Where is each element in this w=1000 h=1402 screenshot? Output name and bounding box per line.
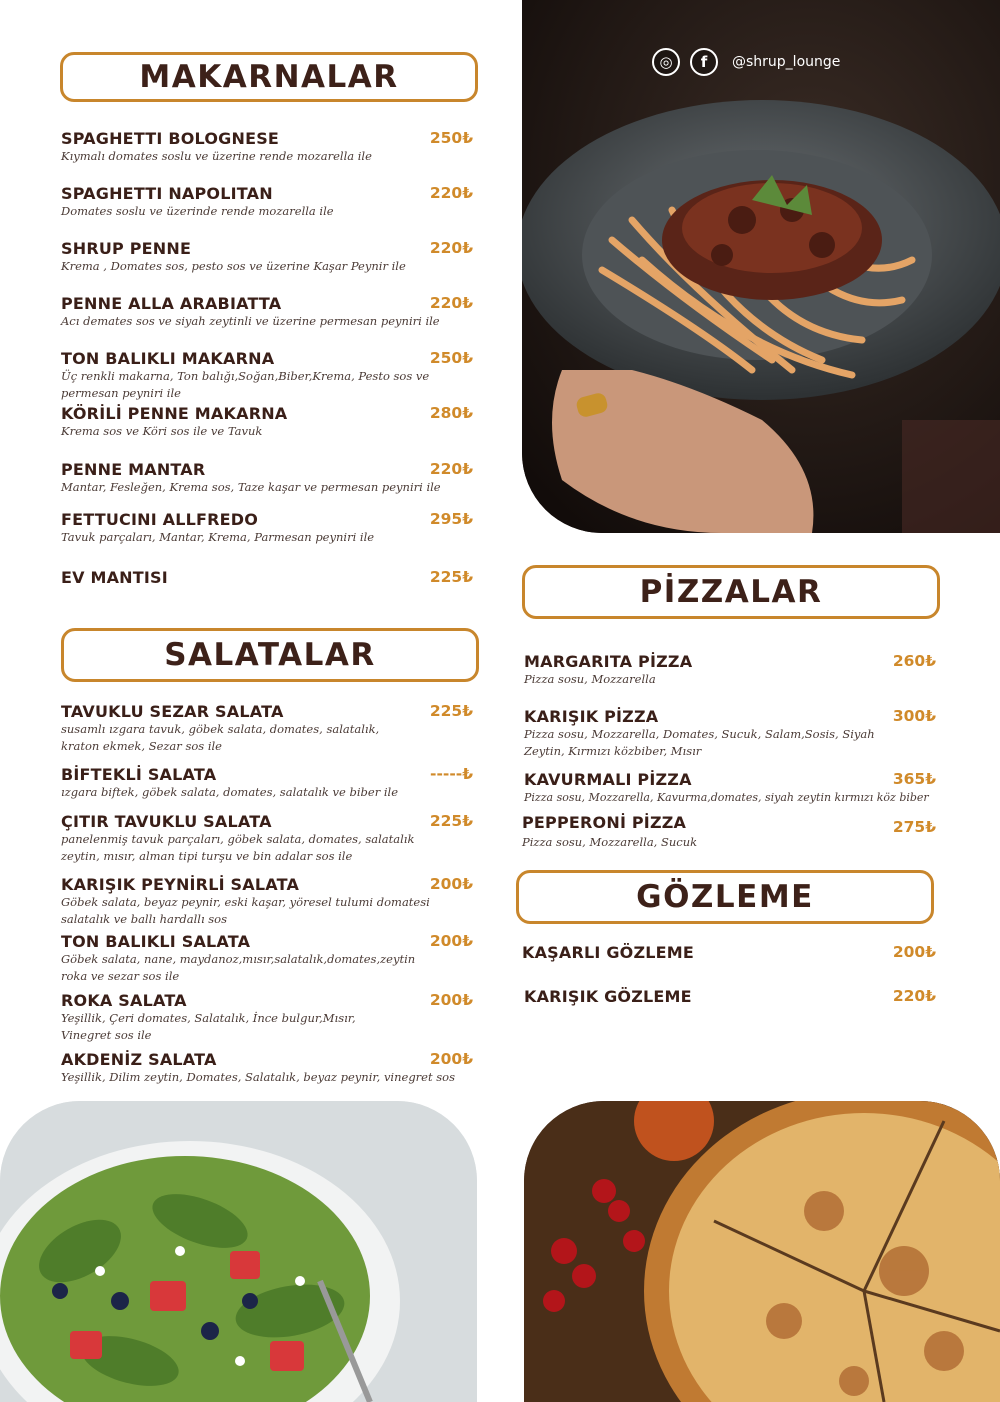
item-name: KARIŞIK GÖZLEME (524, 987, 692, 1006)
item-price: 220₺ (429, 294, 473, 312)
item-description: susamlı ızgara tavuk, göbek salata, domates, salatalık, kraton ekmek, Sezar sos ile (61, 722, 380, 753)
item-description: Pizza sosu, Mozzarella (524, 672, 656, 686)
item-description: Pizza sosu, Mozzarella, Sucuk (522, 835, 698, 849)
item-name: TON BALIKLI MAKARNA (61, 349, 275, 368)
pizzalar-title: PİZZALAR (639, 574, 823, 610)
item-name: SPAGHETTI BOLOGNESE (61, 129, 280, 148)
item-description: Göbek salata, nane, maydanoz,mısır,salatalık,domates,zeytin roka ve sezar sos ile (61, 952, 416, 983)
item-description: Krema , Domates sos, pesto sos ve üzerine Kaşar Peynir ile (61, 259, 406, 273)
social-handle[interactable]: @shrup_lounge (732, 54, 841, 70)
item-price: 250₺ (429, 129, 473, 147)
item-price: 200₺ (429, 932, 473, 950)
item-name: KÖRİLİ PENNE MAKARNA (61, 404, 288, 423)
makarnalar-title: MAKARNALAR (139, 59, 399, 95)
makarnalar-header (60, 52, 478, 102)
item-price: 280₺ (429, 404, 473, 422)
item-name: PENNE MANTAR (61, 460, 206, 479)
item-price: 200₺ (892, 943, 936, 961)
pizza-photo (524, 1101, 1000, 1402)
salad-illustration (0, 1101, 477, 1402)
item-name: KARIŞIK PİZZA (524, 707, 659, 726)
item-name: SHRUP PENNE (61, 239, 192, 258)
item-name: MARGARITA PİZZA (524, 652, 693, 671)
item-description: Tavuk parçaları, Mantar, Krema, Parmesan peyniri ile (61, 530, 375, 544)
item-price: 200₺ (429, 1050, 473, 1068)
item-price: 200₺ (429, 991, 473, 1009)
item-description: Göbek salata, beyaz peynir, eski kaşar, yöresel tulumi domatesi salatalık ve ballı hardallı sos (61, 895, 430, 926)
item-name: KAŞARLI GÖZLEME (522, 943, 695, 962)
spaghetti-photo (522, 0, 1000, 533)
item-name: SPAGHETTI NAPOLITAN (61, 184, 273, 203)
item-name: PEPPERONİ PİZZA (522, 813, 687, 832)
item-name: FETTUCINI ALLFREDO (61, 510, 259, 529)
item-description: Yeşillik, Çeri domates, Salatalık, İnce bulgur,Mısır, Vinegret sos ile (61, 1011, 356, 1042)
item-price: 300₺ (892, 707, 936, 725)
salatalar-title: SALATALAR (164, 637, 376, 673)
item-name: AKDENİZ SALATA (61, 1050, 217, 1069)
item-price: 275₺ (892, 818, 936, 836)
salatalar-header (61, 628, 479, 682)
item-description: Üç renkli makarna, Ton balığı,Soğan,Biber,Krema, Pesto sos ve permesan peyniri ile (61, 369, 430, 400)
spaghetti-illustration (522, 0, 1000, 533)
social-links (652, 46, 840, 78)
item-name: EV MANTISI (61, 568, 168, 587)
item-description: ızgara biftek, göbek salata, domates, salatalık ve biber ile (61, 785, 399, 799)
item-name: BİFTEKLİ SALATA (61, 765, 217, 784)
item-price: 220₺ (429, 184, 473, 202)
pizzalar-header (522, 565, 940, 619)
item-description: Yeşillik, Dilim zeytin, Domates, Salatalık, beyaz peynir, vinegret sos (61, 1070, 455, 1084)
item-price: 225₺ (429, 812, 473, 830)
gozleme-header (516, 870, 934, 924)
item-description: Pizza sosu, Mozzarella, Domates, Sucuk, Salam,Sosis, Siyah Zeytin, Kırmızı közbiber, Mısır (524, 727, 875, 758)
item-description: Domates soslu ve üzerinde rende mozarella ile (61, 204, 334, 218)
item-description: Mantar, Fesleğen, Krema sos, Taze kaşar ve permesan peyniri ile (61, 480, 441, 494)
item-price: 295₺ (429, 510, 473, 528)
pizza-illustration (524, 1101, 1000, 1402)
item-price: 220₺ (429, 239, 473, 257)
item-price: 365₺ (892, 770, 936, 788)
facebook-icon[interactable]: f (690, 48, 718, 76)
item-price: 225₺ (429, 702, 473, 720)
item-price: 200₺ (429, 875, 473, 893)
item-name: ROKA SALATA (61, 991, 187, 1010)
item-description: Acı demates sos ve siyah zeytinli ve üzerine permesan peyniri ile (61, 314, 440, 328)
item-name: TAVUKLU SEZAR SALATA (61, 702, 284, 721)
item-name: KAVURMALI PİZZA (524, 770, 692, 789)
item-name: KARIŞIK PEYNİRLİ SALATA (61, 875, 300, 894)
item-price: -----₺ (430, 765, 473, 783)
salad-photo (0, 1101, 477, 1402)
item-description: Pizza sosu, Mozzarella, Kavurma,domates, siyah zeytin kırmızı köz biber (524, 791, 929, 804)
item-name: ÇITIR TAVUKLU SALATA (61, 812, 272, 831)
item-price: 220₺ (892, 987, 936, 1005)
item-description: Kıymalı domates soslu ve üzerine rende mozarella ile (61, 149, 372, 163)
instagram-icon[interactable]: ◎ (652, 48, 680, 76)
item-price: 260₺ (892, 652, 936, 670)
item-price: 250₺ (429, 349, 473, 367)
gozleme-title: GÖZLEME (636, 879, 814, 915)
item-description: Krema sos ve Köri sos ile ve Tavuk (61, 424, 263, 438)
item-price: 220₺ (429, 460, 473, 478)
item-description: panelenmiş tavuk parçaları, göbek salata, domates, salatalık zeytin, mısır, alman tipi turşu ve bin adalar sos ile (61, 832, 415, 863)
item-name: PENNE ALLA ARABIATTA (61, 294, 282, 313)
item-price: 225₺ (429, 568, 473, 586)
item-name: TON BALIKLI SALATA (61, 932, 251, 951)
